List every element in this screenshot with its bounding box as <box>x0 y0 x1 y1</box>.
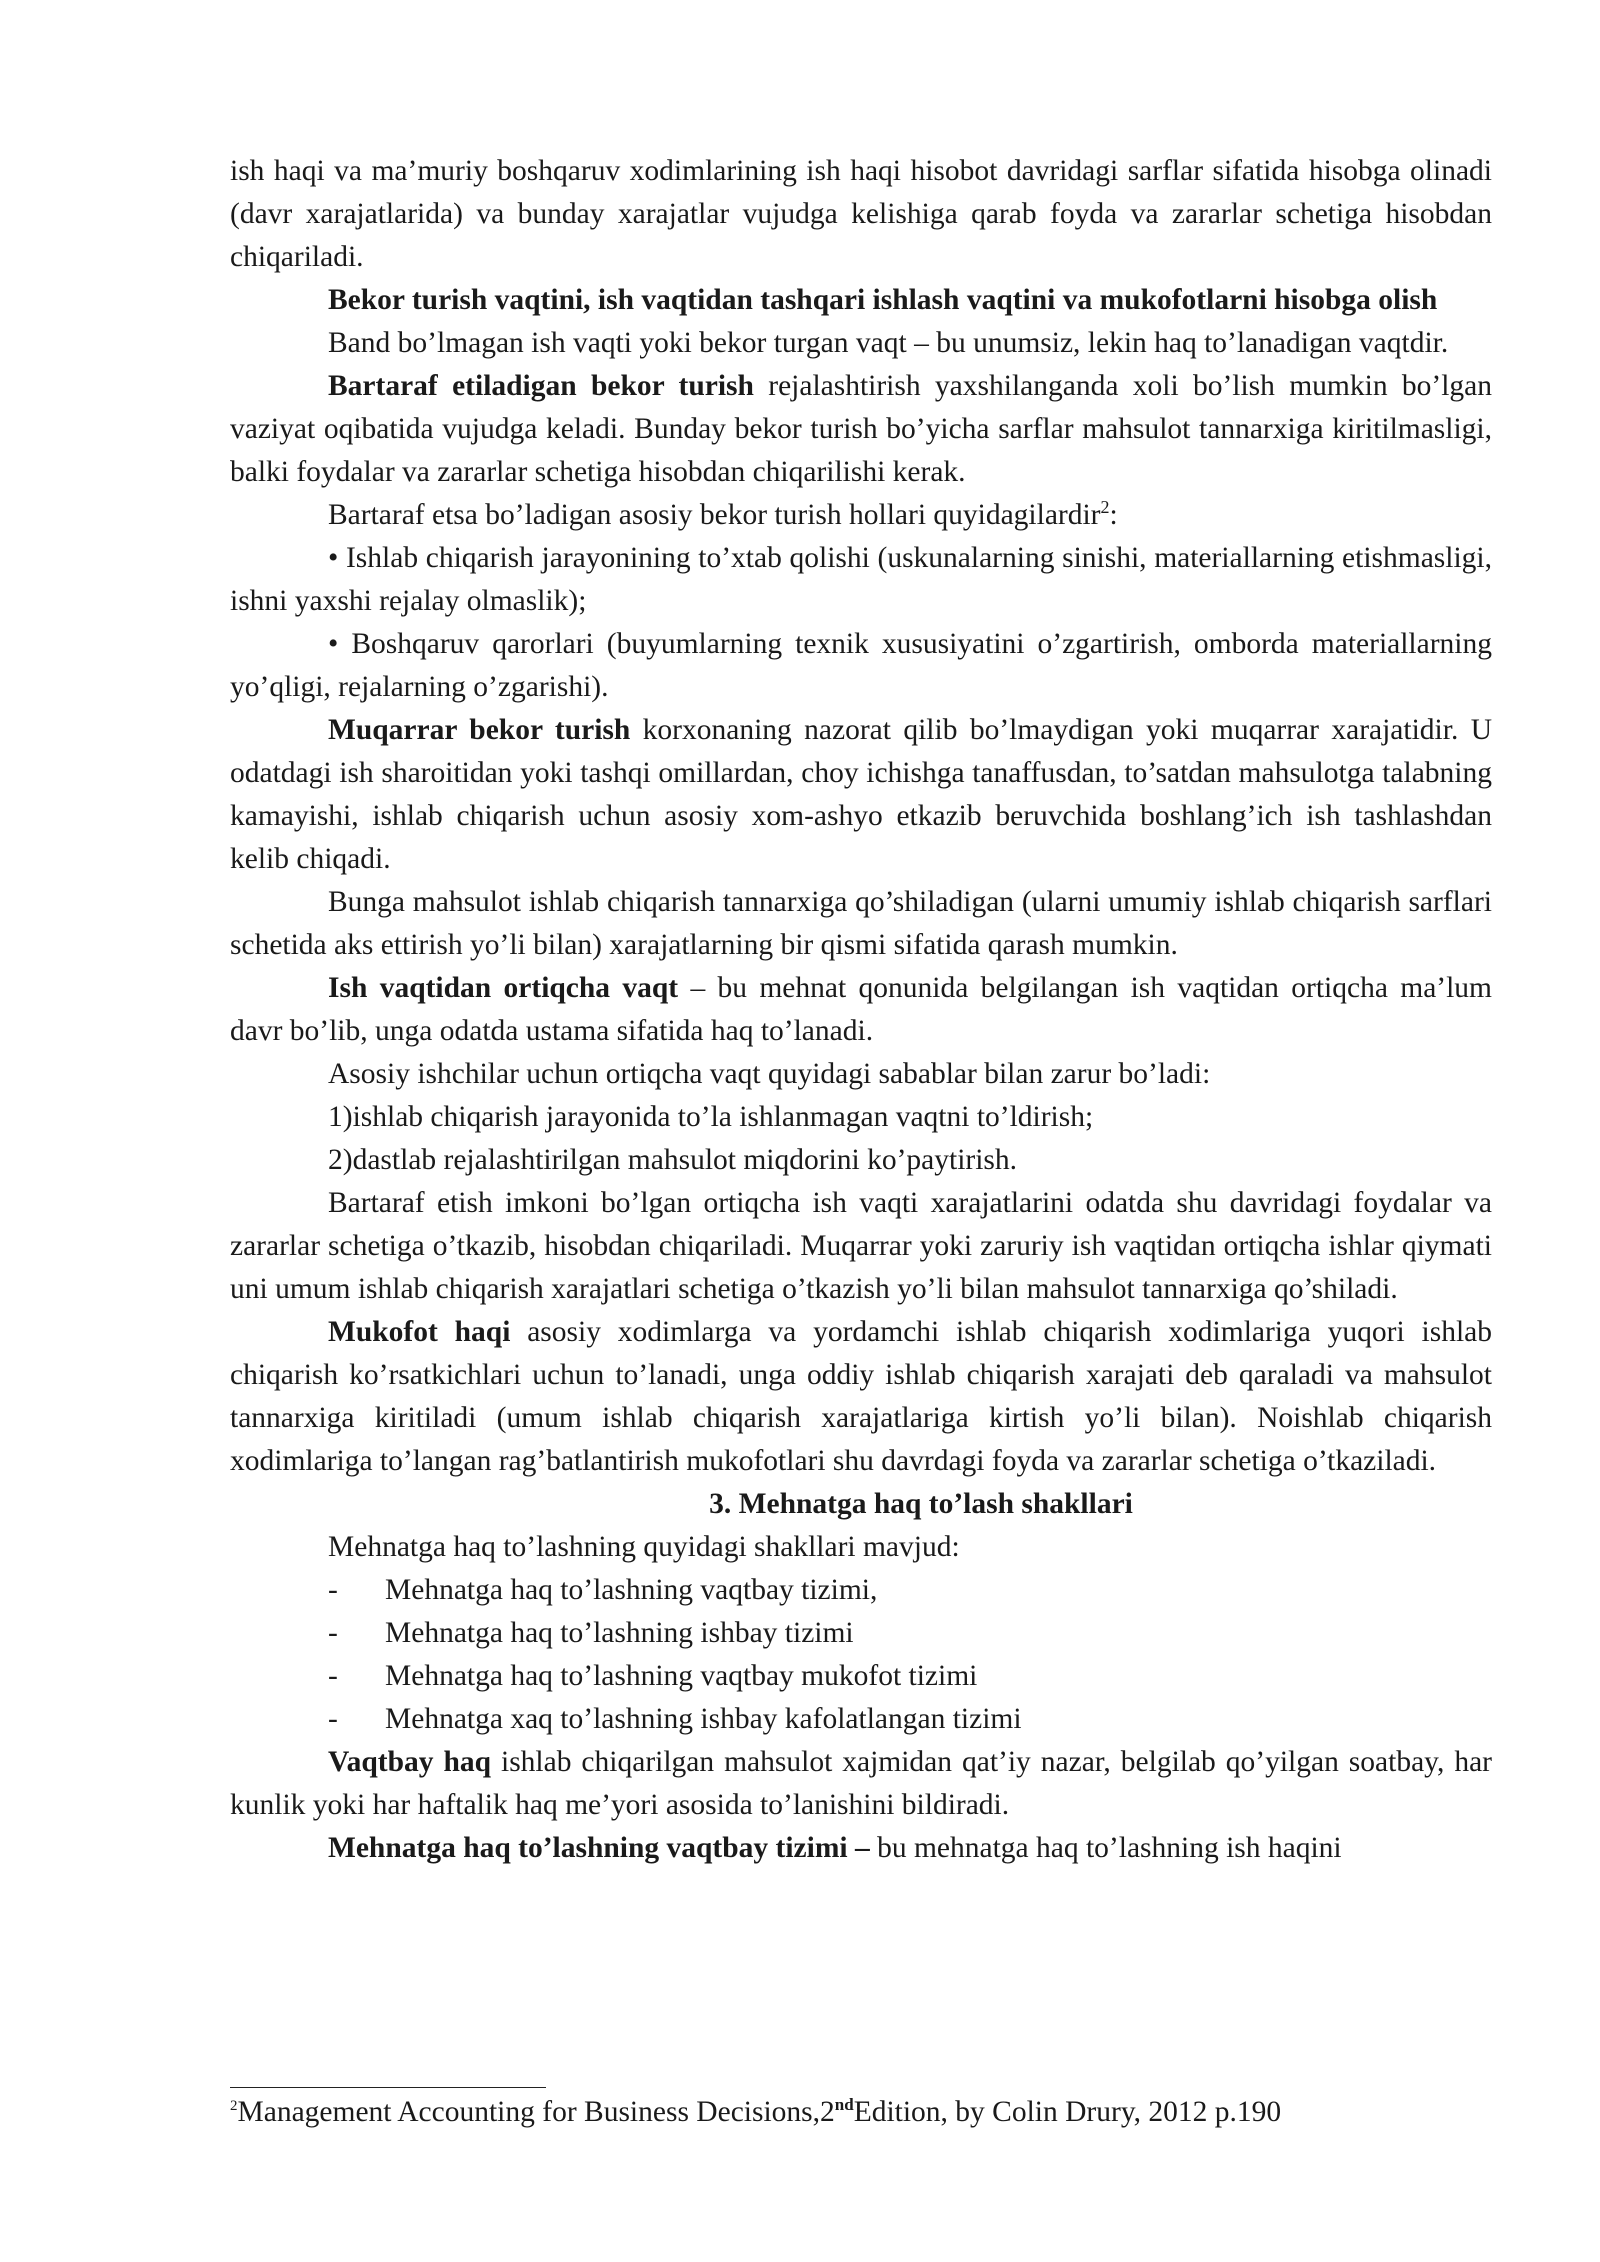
document-body <box>230 150 1492 1870</box>
bold-term: Mukofot haqi <box>328 1316 511 1348</box>
numbered-item: 1)ishlab chiqarish jarayonida to’la ishlanmagan vaqtni to’ldirish; <box>328 1101 1094 1133</box>
list-item: - Mehnatga haq to’lashning vaqtbay mukofot tizimi <box>328 1660 978 1692</box>
footnote-separator <box>230 2087 546 2088</box>
paragraph: Bartaraf etsa bo’ladigan asosiy bekor turish hollari quyidagilardir$^2$: <box>328 497 1118 531</box>
list-item: - Mehnatga xaq to’lashning ishbay kafolatlangan tizimi <box>328 1703 1022 1735</box>
section-heading: 3. Mehnatga haq to’lash shakllari <box>709 1488 1133 1520</box>
paragraph: Mehnatga haq to’lashning quyidagi shakllari mavjud: <box>328 1531 960 1563</box>
paragraph: Asosiy ishchilar uchun ortiqcha vaqt quyidagi sabablar bilan zarur bo’ladi: <box>328 1058 1211 1090</box>
footnote-ref: 2 <box>1100 497 1110 518</box>
list-item: - Mehnatga haq to’lashning vaqtbay tizimi, <box>328 1574 878 1606</box>
paragraph: Bunga mahsulot ishlab chiqarish tannarxiga qo’shiladigan (ularni umumiy ishlab chiqarish sarflari schetida aks ettirish yo’li bilan) xarajatlarning bir qismi sifatida qarash mumkin. <box>230 886 1492 961</box>
paragraph: Vaqtbay haq ishlab chiqarilgan mahsulot xajmidan qat’iy nazar, belgilab qo’yilgan soatbay, har kunlik yoki har haftalik haq me’yori asosida to’lanishini bildiradi. <box>230 1746 1493 1821</box>
list-item: - Mehnatga haq to’lashning ishbay tizimi <box>328 1617 854 1649</box>
bold-term: Bartaraf etiladigan bekor turish <box>328 370 754 402</box>
bold-term: Ish vaqtidan ortiqcha vaqt <box>328 972 679 1004</box>
paragraph: Bartaraf etish imkoni bo’lgan ortiqcha ish vaqti xarajatlarini odatda shu davridagi foydalar va zararlar schetiga o’tkazib, hisobdan chiqariladi. Muqarrar yoki zaruriy ish vaqtidan ortiqcha ishlar qiymati uni umum ishlab chiqarish xarajatlari schetiga o’tkazish yo’li bilan mahsulot tannarxiga qo’shiladi. <box>230 1187 1492 1305</box>
paragraph: Mukofot haqi asosiy xodimlarga va yordamchi ishlab chiqarish xodimlariga yuqori ishlab chiqarish ko’rsatkichlari uchun to’lanadi, unga oddiy ishlab chiqarish xarajati deb qaraladi va mahsulot tannarxiga kiritiladi (umum ishlab chiqarish xarajatlariga kirtish yo’li bilan). Noishlab chiqarish xodimlariga to’langan rag’batlantirish mukofotlari shu davrdagi foyda va zararlar schetiga o’tkaziladi. <box>230 1316 1492 1477</box>
bullet-item: • Boshqaruv qarorlari (buyumlarning texnik xususiyatini o’zgartirish, omborda materiallarning yo’qligi, rejalarning o’zgarishi). <box>230 628 1492 703</box>
section-heading: Bekor turish vaqtini, ish vaqtidan tashqari ishlash vaqtini va mukofotlarni hisobga olish <box>328 284 1438 316</box>
paragraph: Mehnatga haq to’lashning vaqtbay tizimi – bu mehnatga haq to’lashning ish haqini <box>328 1832 1342 1864</box>
bullet-item: • Ishlab chiqarish jarayonining to’xtab qolishi (uskunalarning sinishi, materiallarning etishmasligi, ishni yaxshi rejalay olmaslik); <box>230 542 1492 617</box>
paragraph: ish haqi va ma’muriy boshqaruv xodimlarining ish haqi hisobot davridagi sarflar sifatida hisobga olinadi (davr xarajatlarida) va bunday xarajatlar vujudga kelishiga qarab foyda va zararlar schetiga hisobdan chiqariladi. <box>230 155 1492 273</box>
footnote-mark: 2 <box>230 2098 238 2115</box>
paragraph: Band bo’lmagan ish vaqti yoki bekor turgan vaqt – bu unumsiz, lekin haq to’lanadigan vaqtdir. <box>328 327 1449 359</box>
footnote: $^2$Management Accounting for Business Decisions,2ndEdition, by Colin Drury, 2012 p.190 <box>230 2095 1282 2128</box>
bold-term: Vaqtbay haq <box>328 1746 492 1778</box>
paragraph: Ish vaqtidan ortiqcha vaqt – bu mehnat qonunida belgilangan ish vaqtidan ortiqcha ma’lum davr bo’lib, unga odatda ustama sifatida haq to’lanadi. <box>230 972 1492 1047</box>
paragraph: Bartaraf etiladigan bekor turish rejalashtirish yaxshilanganda xoli bo’lish mumkin bo’lgan vaziyat oqibatida vujudga keladi. Bunday bekor turish bo’yicha sarflar mahsulot tannarxiga kiritilmasligi, balki foydalar va zararlar schetiga hisobdan chiqarilishi kerak. <box>230 370 1493 488</box>
bold-term: Muqarrar bekor turish <box>328 714 631 746</box>
bold-term: Mehnatga haq to’lashning vaqtbay tizimi – <box>328 1832 870 1864</box>
numbered-item: 2)dastlab rejalashtirilgan mahsulot miqdorini ko’paytirish. <box>328 1144 1018 1176</box>
paragraph: Muqarrar bekor turish korxonaning nazorat qilib bo’lmaydigan yoki muqarrar xarajatidir. U odatdagi ish sharoitidan yoki tashqi omillardan, choy ichishga tanaffusdan, to’satdan mahsulotga talabning kamayishi, ishlab chiqarish uchun asosiy xom-ashyo etkazib beruvchida boshlang’ich ish tashlashdan kelib chiqadi. <box>230 714 1492 875</box>
